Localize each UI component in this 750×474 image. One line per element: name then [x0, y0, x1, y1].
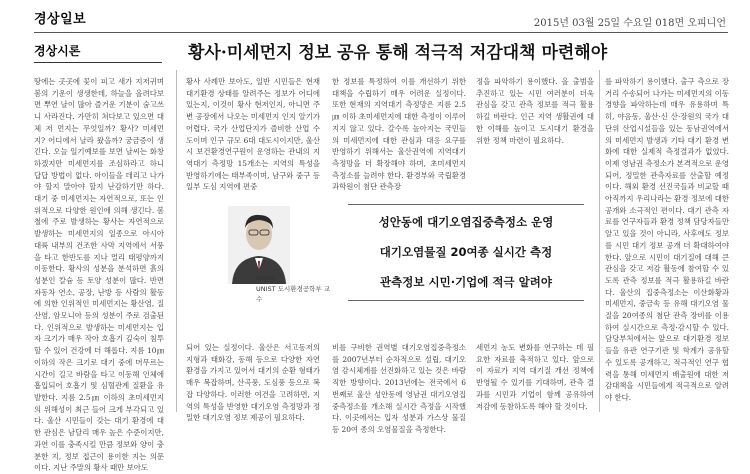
- newspaper-logo: 경상일보: [34, 12, 87, 27]
- column-divider: [176, 70, 177, 412]
- author-photo: [228, 206, 290, 284]
- pull-quote-box: [348, 204, 584, 338]
- pull-quote-line-1: 성안동에 대기오염집중측정소 운영: [378, 215, 554, 229]
- article-column-3-bottom: 비를 구비한 권역별 대기오염집중측정소를 2007년부터 순차적으로 설립, 대기오염 감시체계를 선진화하고 있는 것은 바람직한 방향이다. 2013년에는 전국에서 6번째로 울산 성안동에 영남권 대기오염집중측정소를 개소해 실시간 측정을 시작했다. 이곳에서는 입자 성분과 가스상 물질 등 20여 종의 오염물질을 측정한다.: [332, 343, 466, 434]
- author-affiliation: UNIST 도시환경공학부 교수: [256, 285, 330, 303]
- masthead-rule: [34, 32, 728, 33]
- article-column-5: 를 파악하기 용이했다. 출구 측으로 장거리 수송되어 나가는 미세먼지의 이동 경향을 파악하는데 매우 유용하며 특히, 야음동, 울산·신 산·장원의 국가 대단위 산업시설들을 있는 동남권역에서의 미세먼지 발생과 기타 대기 환경 변화에 대한 실제적 측정결과가 없었다. 이제 영남권 측정소가 본격적으로 운영되어, 정밀한 관측자료를 산출할 예정이다. 해외 환경 선진국들과 비교할 때 아직까지 우리나라는 환경 정보에 대한 공개와 소극적인 편이다. 대기 관측 자료를 연구자들과 환경 정책 담당자들만 알고 있을 것이 아니라, 사후에도 정보를 시민 대기 정보 공개 더 확대하여야 한다. 앞으로 시민이 대기질에 대해 큰 관심을 갖고 저감 활동에 참여할 수 있도록 관측 정보를 적극 활용하길 바란다. 울산의 집중측정소는 이산화황과 미세먼지, 중금속 등 유해 대기오염 물질을 20여종의 첨단 관측 장비를 이용하여 실시간으로 측정·감시할 수 있다. 담당부처에서는 앞으로 대기환경 정보들을 유관 연구기관 및 학계가 공유할 수 있도록 공개하고, 적극적인 연구 협력을 통해 미세먼지 배출원에 대한 저감대책을 시민들에게 적극적으로 알려야 한다.: [605, 77, 729, 402]
- pull-quote-line-2: 대기오염물질 20여종 실시간 측정: [379, 245, 553, 259]
- article-headline: 황사·미세먼지 정보 공유 통해 적극적 저감대책 마련해야: [188, 43, 608, 63]
- section-rule: [34, 62, 162, 63]
- masthead: [0, 0, 750, 40]
- article-column-2-bottom: 되어 있는 실정이다. 울산은 서고동저의 지형과 태화강, 동해 등으로 다양한 자연 환경을 가지고 있어서 대기의 순환 형태가 매우 복잡하며, 산곡풍, 도심풍 등으로 복잡 다양하다. 이러한 여건을 고려하면, 지역의 특성을 반영한 대기오염 측정망과 정밀한 대기오염 정보 제공이 필요하다.: [186, 343, 320, 423]
- pull-quote-line-3: 관측정보 시민·기업에 적극 알려야: [380, 275, 552, 289]
- article-column-4-bottom: 세먼지 농도 변화를 연구하는 데 필요한 자료를 축적하고 있다. 앞으로 이 자료가 지역 대기질 개선 정책에 반영될 수 있기를 기대하며, 관측 결과를 시민과 기업이 함께 공유하여 저감에 동참하도록 해야 할 것이다.: [476, 343, 594, 411]
- pull-quote-top-rule: [348, 204, 584, 205]
- article-column-2-top: 황사 사례만 보아도, 일반 시민들은 현재 대기환경 상태를 알려주는 정보가 어디에 있는지, 이것이 황사 현저인지, 아니면 주변 공장에서 나오는 미세먼지 인지 알기가 어렵다. 국가 산업단지가 즐비한 산업 수도이며 인구 규모 6대 대도시이지만, 울산시 보건환경연구원이 운영하는 관내의 지역대기 측정망 15개소는 지역의 특성을 반영하기에는 태부족이며, 남구와 중구 등 일부 도심 지역에 편중: [186, 77, 320, 192]
- author-block: [186, 200, 334, 340]
- article-column-3-top: 한 정보를 특정하여 이를 개선하기 위한 대책을 수립하기 매우 어려운 실정이다. 또한 현재의 지역대기 측정망은 지름 2.5㎛ 이하 초미세먼지에 대한 측정이 이루어지지 않고 있다. 갈수록 높아지는 국민들의 미세먼지에 대한 관심과 대응 요구를 반영하기 위해서는 울산권역에 지역대기 측정망을 더 확장해야 하며, 초미세먼지 측정소를 늘려야 한다. 환경부와 국립환경과학원이 첨단 관측장: [332, 77, 466, 192]
- article-column-4-top: 정을 파악하기 용이했다. 올 출범을 추진하고 있는 시민 여러분이 더욱 관심을 갖고 관측 정보를 적극 활용하길 바란다. 인근 지역 생활권에 대한 이해를 높이고 도시대기 환경을 위한 정책 마련이 필요하다.: [476, 77, 594, 145]
- author-name: 이영안: [256, 275, 275, 283]
- section-label: 경상시론: [34, 44, 81, 58]
- article-column-1: 땅에는 곳곳에 꽃이 피고 새가 지저귀며 봄의 기운이 생생한데, 하늘을 올려다보면 뿌연 날이 많아 즐거운 기분이 숨고쓰니 사라진다. 가만히 쳐다보고 있으면 대체 저 먼지는 무엇일까? 황사? 미세먼지? 어디에서 날라 왔을까? 궁금증이 생긴다. 오늘 일기예보를 보면 날씨는 화창하겠지만 미세먼지를 조심하라고 하니 답답 방법이 없다. 아이들을 데리고 나가야 할지 말아야 할지 난감하기만 하다. 대기 중 미세먼지는 자연적으로, 또는 인위적으로 다양한 원인에 의해 생긴다. 봄철에 주로 발생하는 황사는 자연적으로 발생하는 미세먼지의 일종으로 아시아 대륙 내부의 건조한 사막 지역에서 서풍을 타고 한반도를 지나 멀리 태평양까지 이동한다. 황사의 성분을 분석하면 흙의 성분인 칼슘 등 토양 성분이 많다. 반면 자동차 연소, 공장, 난방 등 사람의 활동에 의한 인위적인 미세먼지는 황산염, 질산염, 암모니아 등의 성분이 주로 검출된다. 인위적으로 발생하는 미세먼지는 입자 크기가 매우 작아 호흡기 깊숙이 침투할 수 있어 건강에 더 해롭다. 지름 10㎛ 이하의 작은 크기로 대기 중에 머무르는 시간이 길고 바람을 타고 이동해 인체에 흡입되어 호흡기 및 심혈관계 질환을 유발한다. 지름 2.5㎛ 이하의 초미세먼지의 위해성이 최근 들어 크게 부각되고 있다. 울산 시민들이 갖는 대기 환경에 대한 관심은 남달리 매우 높은 수준이지만, 과연 이를 충족시킬 만큼 정보와 양이 충분한 지, 정보 접근이 용이한 지는 의문이다. 지난 주말의 황사 때만 보아도: [34, 77, 164, 473]
- dateline: 2015년 03월 25일 수요일 018면 오피니언: [533, 18, 726, 29]
- pull-quote-bottom-rule: [348, 300, 584, 301]
- column-divider: [599, 70, 600, 412]
- author-caption: [256, 274, 336, 304]
